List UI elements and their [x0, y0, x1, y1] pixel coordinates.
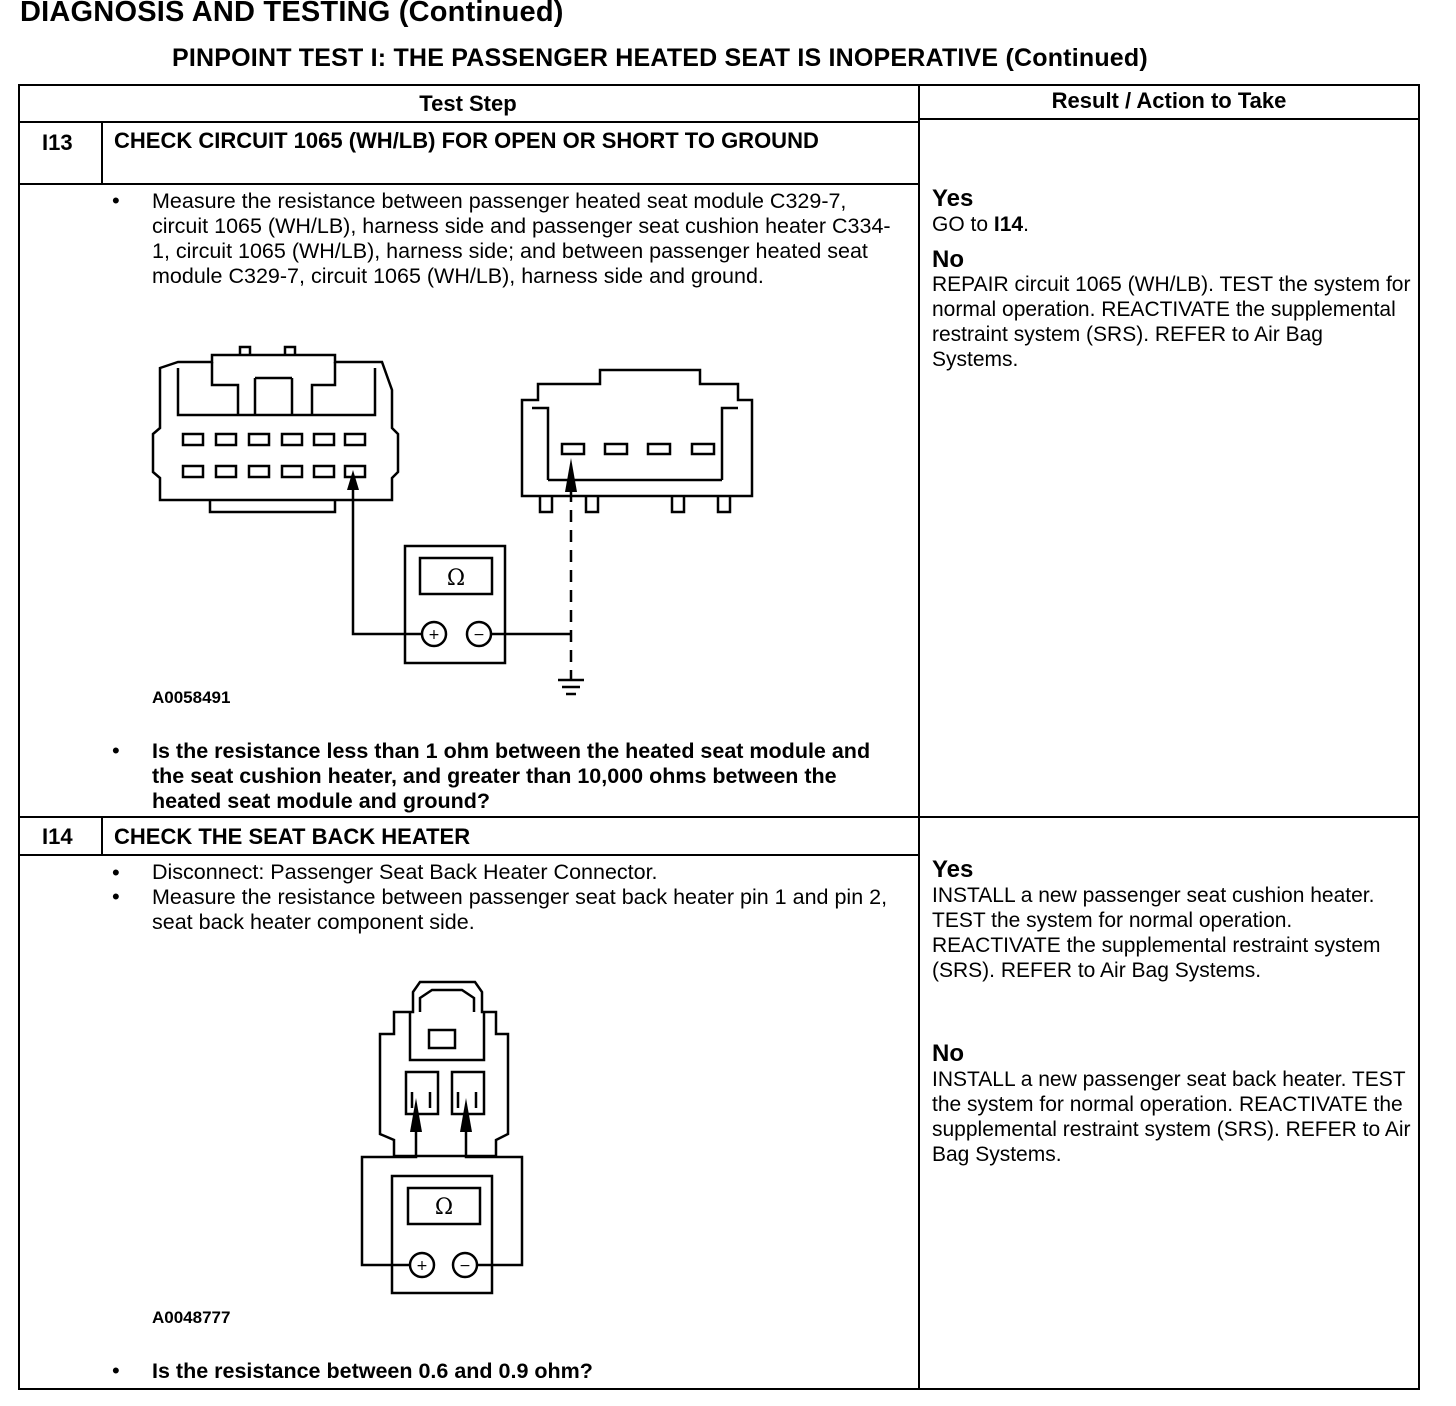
step-i13-instruction: Measure the resistance between passenger heated seat module C329-7, circuit 1065 (WH/LB), harness side and passenger seat cushion heater C334-1, circuit 1065 (WH/LB), harness side; and between passenger heated seat module C329-7, circuit 1065 (WH/LB), harness side and ground. [152, 189, 891, 288]
step-i13-no-action: REPAIR circuit 1065 (WH/LB). TEST the system for normal operation. REACTIVATE the supplemental restraint system (SRS). REFER to Air Bag Systems. [932, 273, 1411, 371]
header-result-action: Result / Action to Take [1051, 88, 1287, 113]
svg-text:+: + [416, 1258, 428, 1274]
step-i13-question: Is the resistance less than 1 ohm between the heated seat module and the seat cushion heater, and greater than 10,000 ohms between the heated seat module and ground? [152, 739, 871, 813]
header-test-step: Test Step [419, 91, 517, 116]
step-i14-no-action: INSTALL a new passenger seat back heater. TEST the system for normal operation. REACTIVATE the supplemental restraint system (SRS). REFER to Air Bag Systems. [932, 1068, 1411, 1166]
svg-text:−: − [473, 627, 485, 643]
step-i14-instruction-1: Disconnect: Passenger Seat Back Heater Connector. [152, 860, 658, 884]
step-i14-yes-label: Yes [932, 856, 974, 883]
ohm-symbol: Ω [446, 566, 466, 591]
step-i13-figure-id: A0058491 [152, 688, 231, 707]
step-i14-yes-action: INSTALL a new passenger seat cushion heater. TEST the system for normal operation. REACTIVATE the supplemental restraint system (SRS). REFER to Air Bag Systems. [932, 884, 1381, 982]
ohm-symbol: Ω [434, 1195, 454, 1220]
page-title: DIAGNOSIS AND TESTING (Continued) [20, 0, 564, 28]
bullet-icon: • [112, 860, 120, 885]
step-i14-question: Is the resistance between 0.6 and 0.9 ohm? [152, 1359, 593, 1383]
step-i14-instruction-2: Measure the resistance between passenger seat back heater pin 1 and pin 2, seat back heater component side. [152, 885, 888, 934]
bullet-icon: • [112, 884, 120, 909]
step-i13-yes-action: GO to I14. [932, 213, 1029, 236]
step-i13-title: CHECK CIRCUIT 1065 (WH/LB) FOR OPEN OR SHORT TO GROUND [114, 128, 819, 153]
svg-text:+: + [428, 627, 440, 643]
step-i14-no-label: No [932, 1040, 964, 1067]
seat-back-heater-connector [380, 982, 508, 1156]
step-i13-no-label: No [932, 246, 964, 273]
bullet-icon: • [112, 1358, 120, 1383]
step-i13-id: I13 [42, 130, 73, 155]
step-i14-figure-id: A0048777 [152, 1308, 231, 1327]
svg-text:−: − [459, 1258, 471, 1274]
step-i14-id: I14 [42, 824, 73, 849]
bullet-icon: • [112, 188, 120, 213]
page-subtitle: PINPOINT TEST I: THE PASSENGER HEATED SEAT IS INOPERATIVE (Continued) [172, 44, 1148, 72]
step-i13-yes-label: Yes [932, 185, 974, 212]
step-i14-title: CHECK THE SEAT BACK HEATER [114, 824, 471, 849]
bullet-icon: • [112, 738, 120, 763]
